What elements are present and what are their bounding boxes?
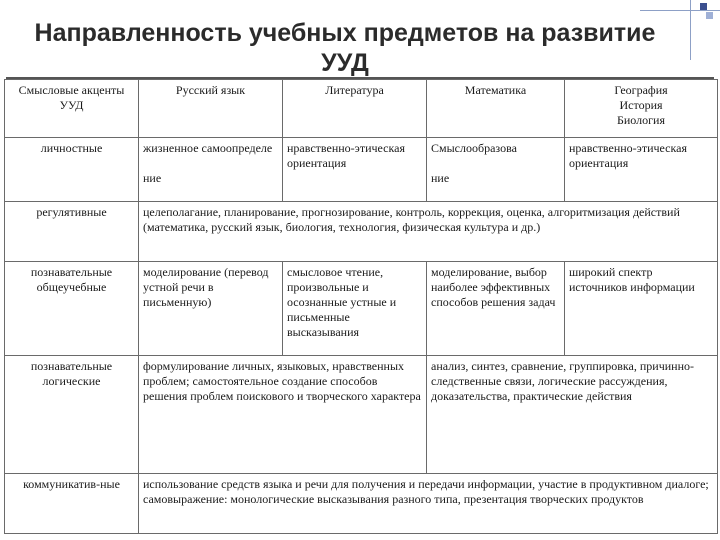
cell-cognitive-general-literature: смысловое чтение, произвольные и осознанные устные и письменные высказывания bbox=[283, 262, 427, 356]
slide-title bbox=[0, 18, 690, 78]
decor-square-light bbox=[706, 12, 713, 19]
cell-personal-math-a: Смыслообразова bbox=[431, 141, 517, 155]
cell-personal-math-b: ние bbox=[431, 171, 450, 185]
cell-cognitive-general-math: моделирование, выбор наиболее эффективных способов решения задач bbox=[427, 262, 565, 356]
table-row-personal bbox=[5, 138, 718, 202]
table-row-cognitive-logical bbox=[5, 356, 718, 474]
header-history: История bbox=[619, 98, 663, 112]
row-label-communicative: коммуникатив-ные bbox=[5, 474, 139, 534]
cell-cognitive-general-geo: широкий спектр источников информации bbox=[565, 262, 718, 356]
slide-title-line1: Направленность учебных предметов на развитие bbox=[34, 19, 656, 47]
table-row-regulatory bbox=[5, 202, 718, 262]
cell-communicative: использование средств языка и речи для получения и передачи информации, участие в продуктивном диалоге; самовыражение: монологические высказывания разного типа, презентация творческих продуктов bbox=[139, 474, 718, 534]
header-accents: Смысловые акценты УУД bbox=[5, 80, 139, 138]
table-row-cognitive-general bbox=[5, 262, 718, 356]
row-label-cognitive-general: познавательные общеучебные bbox=[5, 262, 139, 356]
cell-regulatory: целеполагание, планирование, прогнозирование, контроль, коррекция, оценка, алгоритмизация действий (математика, русский язык, биология, технология, физическая культура и др.) bbox=[139, 202, 718, 262]
header-geography-history-biology bbox=[565, 80, 718, 138]
row-label-cognitive-logical: познавательные логические bbox=[5, 356, 139, 474]
cell-personal-russian-a: жизненное самоопределе bbox=[143, 141, 273, 155]
slide-title-line2: УУД bbox=[321, 49, 369, 77]
cell-cognitive-general-russian: моделирование (перевод устной речи в письменную) bbox=[139, 262, 283, 356]
header-russian: Русский язык bbox=[139, 80, 283, 138]
row-label-personal: личностные bbox=[5, 138, 139, 202]
decor-horizontal-line bbox=[640, 10, 720, 11]
cell-personal-russian-b: ние bbox=[143, 171, 162, 185]
row-label-regulatory: регулятивные bbox=[5, 202, 139, 262]
uud-table bbox=[4, 79, 718, 534]
cell-cognitive-logical-right: анализ, синтез, сравнение, группировка, причинно-следственные связи, логические рассуждения, доказательства, практические действия bbox=[427, 356, 718, 474]
table-row-communicative bbox=[5, 474, 718, 534]
cell-personal-geo: нравственно-этическая ориентация bbox=[565, 138, 718, 202]
cell-personal-literature: нравственно-этическая ориентация bbox=[283, 138, 427, 202]
header-geography: География bbox=[614, 83, 668, 97]
cell-personal-math bbox=[427, 138, 565, 202]
cell-cognitive-logical-left: формулирование личных, языковых, нравственных проблем; самостоятельное создание способов решения проблем поискового и творческого характера bbox=[139, 356, 427, 474]
header-literature: Литература bbox=[283, 80, 427, 138]
decor-square-dark bbox=[700, 3, 707, 10]
header-math: Математика bbox=[427, 80, 565, 138]
decor-vertical-line bbox=[690, 0, 691, 60]
table-header-row bbox=[5, 80, 718, 138]
cell-personal-russian bbox=[139, 138, 283, 202]
header-biology: Биология bbox=[616, 113, 665, 127]
